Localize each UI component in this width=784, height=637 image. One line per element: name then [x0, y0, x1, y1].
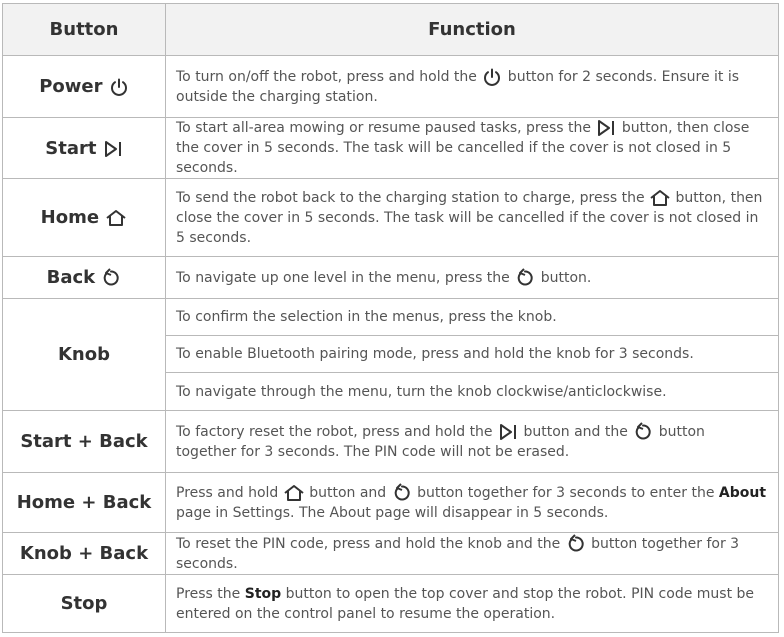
header-function: Function — [166, 4, 779, 56]
function-bold-text: About — [718, 484, 767, 501]
button-label: Back — [46, 267, 96, 288]
function-cell — [166, 473, 779, 533]
home-icon — [649, 189, 671, 207]
function-text: button and the — [519, 423, 633, 440]
start-icon — [497, 423, 519, 441]
function-cell: To navigate through the menu, turn the knob clockwise/anticlockwise. — [166, 373, 779, 411]
function-text: To navigate up one level in the menu, press the — [176, 269, 515, 286]
button-label: Start + Back — [20, 431, 148, 452]
button-cell-start — [3, 118, 166, 179]
back-icon — [514, 268, 536, 288]
back-icon — [101, 268, 121, 288]
back-icon — [391, 483, 413, 503]
function-text: To reset the PIN code, press and hold the knob and the — [176, 535, 565, 552]
button-label: Knob — [57, 344, 110, 365]
function-text: button, then close the cover in 5 seconds. The task will be cancelled if the cover is not closed in 5 seconds. — [176, 120, 750, 176]
button-label: Knob + Back — [19, 543, 149, 564]
back-icon — [565, 534, 587, 554]
function-cell — [166, 179, 779, 257]
function-text: Press and hold — [176, 484, 283, 501]
function-text: Press the — [176, 585, 245, 602]
function-text: button to open the top cover and stop the robot. PIN code must be entered on the control panel to resume the operation. — [176, 585, 755, 622]
table-row — [3, 411, 779, 473]
function-text: button and — [304, 484, 391, 501]
table-row — [3, 257, 779, 299]
function-text: button, then close the cover in 5 seconds. The task will be cancelled if the cover is not closed in 5 seconds. — [176, 189, 763, 246]
power-icon — [481, 67, 503, 87]
button-cell-stop — [3, 575, 166, 633]
table-row — [3, 473, 779, 533]
button-cell-start-back — [3, 411, 166, 473]
button-label: Home + Back — [16, 492, 152, 513]
button-cell-home — [3, 179, 166, 257]
button-label: Power — [39, 76, 103, 97]
home-icon — [105, 209, 127, 227]
table-row — [3, 299, 779, 336]
function-cell — [166, 533, 779, 575]
table-row — [3, 575, 779, 633]
function-text: To start all-area mowing or resume paused tasks, press the — [176, 120, 596, 136]
function-bold-text: Stop — [244, 585, 282, 602]
function-cell: To enable Bluetooth pairing mode, press and hold the knob for 3 seconds. — [166, 336, 779, 373]
function-text: button together for 3 seconds to enter the — [412, 484, 719, 501]
function-text: page in Settings. The About page will disappear in 5 seconds. — [176, 504, 609, 521]
button-cell-knob — [3, 299, 166, 411]
function-cell: To confirm the selection in the menus, press the knob. — [166, 299, 779, 336]
function-text: button for 2 seconds. Ensure it is outside the charging station. — [176, 68, 740, 105]
function-cell — [166, 56, 779, 118]
function-text: To factory reset the robot, press and hold the — [176, 423, 497, 440]
header-button: Button — [3, 4, 166, 56]
button-cell-home-back — [3, 473, 166, 533]
button-label: Start — [45, 137, 97, 159]
table-row — [3, 533, 779, 575]
function-cell — [166, 411, 779, 473]
function-cell — [166, 257, 779, 299]
function-text: To send the robot back to the charging station to charge, press the — [176, 189, 650, 206]
start-icon — [595, 119, 617, 137]
table-row — [3, 179, 779, 257]
button-cell-power — [3, 56, 166, 118]
function-text: button together for 3 seconds. — [176, 535, 740, 572]
function-cell — [166, 118, 779, 179]
function-text: button. — [536, 269, 592, 286]
function-text: To turn on/off the robot, press and hold the — [176, 68, 482, 85]
button-function-table — [2, 3, 779, 633]
table-row — [3, 56, 779, 118]
function-text: button together for 3 seconds. The PIN code will not be erased. — [176, 423, 705, 460]
button-cell-knob-back — [3, 533, 166, 575]
button-label: Home — [40, 207, 100, 228]
power-icon — [109, 77, 129, 97]
home-icon — [283, 484, 305, 502]
button-label: Stop — [60, 593, 108, 614]
back-icon — [632, 422, 654, 442]
table-row — [3, 118, 779, 179]
start-icon — [103, 140, 123, 158]
button-cell-back — [3, 257, 166, 299]
function-cell — [166, 575, 779, 633]
table-header-row — [3, 4, 779, 56]
